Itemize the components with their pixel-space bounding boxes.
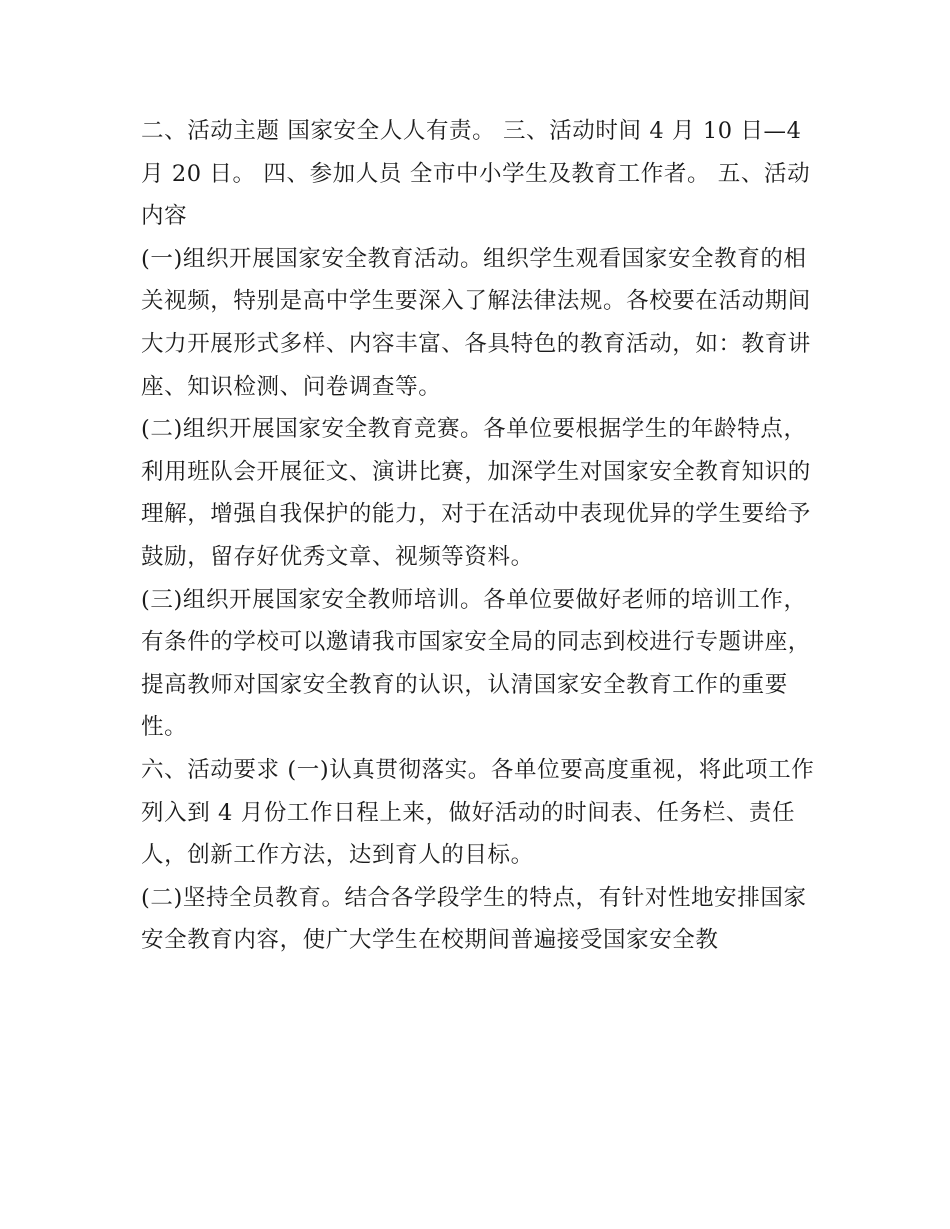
paragraph-item-1: (一)组织开展国家安全教育活动。组织学生观看国家安全教育的相关视频，特别是高中学生要深入了解法律法规。各校要在活动期间大力开展形式多样、内容丰富、各具特色的教育活动，如：教育讲座、知识检测、问卷调查等。 bbox=[141, 245, 811, 400]
paragraph-requirements: 六、活动要求 (一)认真贯彻落实。各单位要高度重视，将此项工作列入到 4 月份工作日程上来，做好活动的时间表、任务栏、责任人，创新工作方法，达到育人的目标。 bbox=[141, 756, 815, 869]
document-body bbox=[141, 110, 821, 962]
paragraph-activity-info: 二、活动主题 国家安全人人有责。 三、活动时间 4 月 10 日—4 月 20 日。 四、参加人员 全市中小学生及教育工作者。 五、活动内容 bbox=[141, 118, 811, 230]
paragraph-item-3: (三)组织开展国家安全教师培训。各单位要做好老师的培训工作，有条件的学校可以邀请我市国家安全局的同志到校进行专题讲座，提高教师对国家安全教育的认识，认清国家安全教育工作的重要性。 bbox=[141, 586, 811, 741]
paragraph-requirement-2: (二)坚持全员教育。结合各学段学生的特点，有针对性地安排国家安全教育内容，使广大学生在校期间普遍接受国家安全教 bbox=[141, 884, 807, 954]
paragraph-item-2: (二)组织开展国家安全教育竞赛。各单位要根据学生的年龄特点，利用班队会开展征文、演讲比赛，加深学生对国家安全教育知识的理解，增强自我保护的能力，对于在活动中表现优异的学生要给予鼓励，留存好优秀文章、视频等资料。 bbox=[141, 416, 811, 570]
